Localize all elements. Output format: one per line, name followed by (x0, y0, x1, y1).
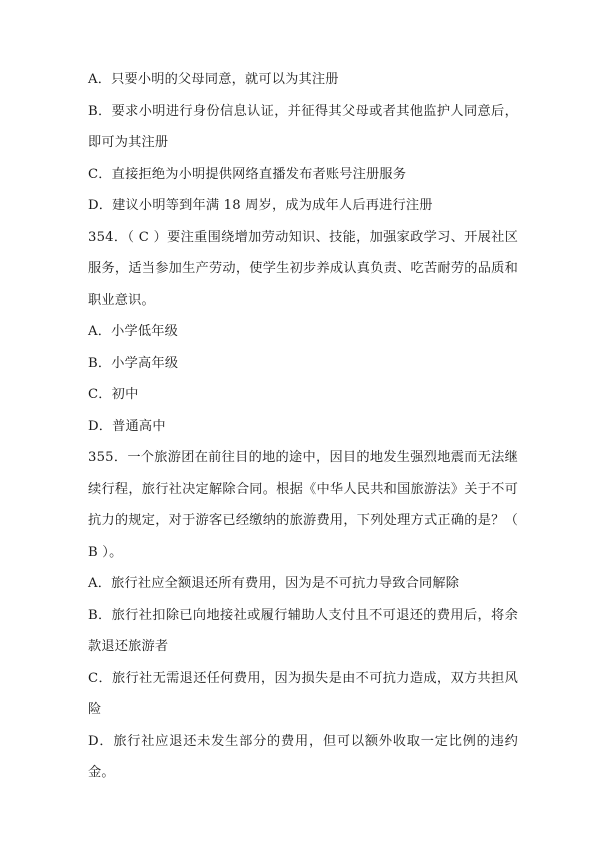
page-text-column (88, 64, 523, 789)
question-355-option-c: C．旅行社无需退还任何费用，因为损失是由不可抗力造成，双方共担风险 (88, 670, 518, 717)
question-354-option-b: B．小学高年级 (88, 355, 179, 371)
question-354-option-a: A．小学低年级 (88, 324, 179, 339)
question-355-option-b: B．旅行社扣除已向地接社或履行辅助人支付且不可退还的费用后，将余款退还旅游者 (88, 607, 518, 654)
question-355-option-d: D．旅行社应退还未发生部分的费用，但可以额外收取一定比例的违约金。 (88, 733, 518, 780)
question-355-stem: 355．一个旅游团在前往目的地的途中，因目的地发生强烈地震而无法继续行程，旅行社决定解除合同。根据《中华人民共和国旅游法》关于不可抗力的规定，对于游客已经缴纳的旅游费用，下列处理方式正确的是？（ B ）。 (88, 450, 523, 560)
option-c: C．直接拒绝为小明提供网络直播发布者账号注册服务 (88, 166, 407, 182)
question-355-option-a: A．旅行社应全额退还所有费用，因为是不可抗力导致合同解除 (88, 576, 460, 591)
question-354-option-c: C．初中 (88, 387, 139, 402)
question-354-stem: 354．（ C ）要注重围绕增加劳动知识、技能，加强家政学习、开展社区服务，适当参加生产劳动，使学生初步养成认真负责、吃苦耐劳的品质和职业意识。 (88, 229, 518, 308)
option-d: D．建议小明等到年满 18 周岁，成为成年人后再进行注册 (88, 198, 433, 213)
option-a: A．只要小明的父母同意，就可以为其注册 (88, 72, 339, 87)
question-354-option-d: D．普通高中 (88, 418, 166, 434)
option-b: B．要求小明进行身份信息认证，并征得其父母或者其他监护人同意后，即可为其注册 (88, 103, 518, 150)
